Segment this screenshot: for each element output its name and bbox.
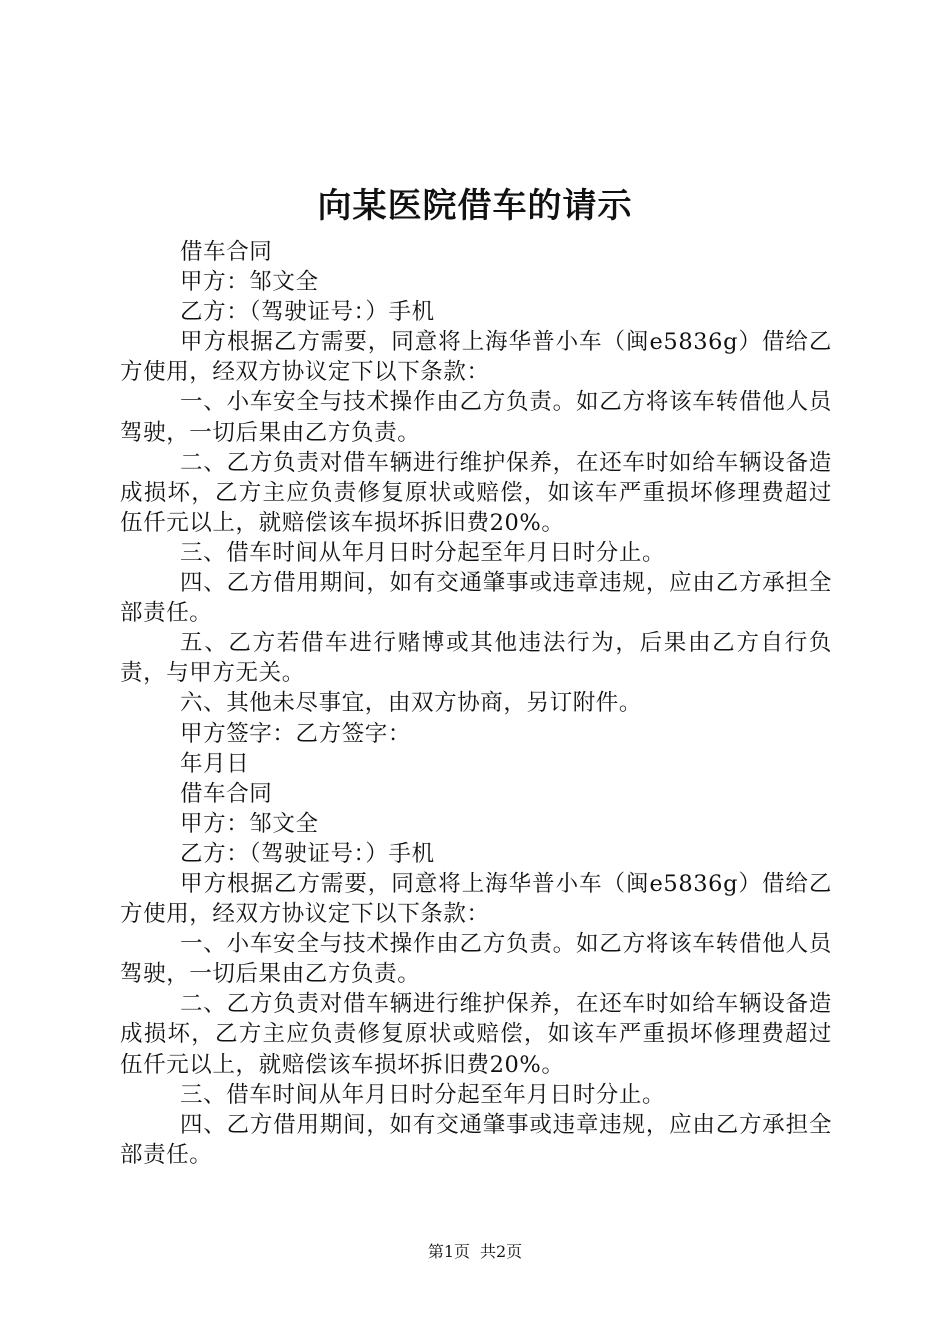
date-line: 年月日 xyxy=(180,750,250,777)
paragraph: 借车合同 xyxy=(180,239,273,265)
paragraph: 三、借车时间从年月日时分起至年月日时分止。 xyxy=(180,539,666,566)
page-total: 共2页 xyxy=(480,1242,523,1261)
paragraph: 甲方根据乙方需要，同意将上海华普小车（闽e5836g）借给乙方使用，经双方协议定下以下条款： xyxy=(120,870,832,928)
paragraph: 甲方：邹文全 xyxy=(180,810,319,837)
paragraph: 一、小车安全与技术操作由乙方负责。如乙方将该车转借他人员驾驶，一切后果由乙方负责。 xyxy=(120,931,832,988)
paragraph: 甲方：邹文全 xyxy=(180,269,319,296)
paragraph: 乙方：（驾驶证号：）手机 xyxy=(180,299,435,326)
paragraph: 二、乙方负责对借车辆进行维护保养，在还车时如给车辆设备造成损坏，乙方主应负责修复原状或赔偿，如该车严重损坏修理费超过伍仟元以上，就赔偿该车损坏拆旧费20%。 xyxy=(120,991,832,1078)
paragraph: 四、乙方借用期间，如有交通肇事或违章违规，应由乙方承担全部责任。 xyxy=(120,1111,832,1168)
paragraph: 甲方根据乙方需要，同意将上海华普小车（闽e5836g）借给乙方使用，经双方协议定下以下条款： xyxy=(120,329,832,386)
signature-line: 甲方签字：乙方签字： xyxy=(180,720,412,747)
document-title: 向某医院借车的请示 xyxy=(317,186,633,226)
page-number: 第1页 xyxy=(427,1242,470,1261)
paragraph: 五、乙方若借车进行赌博或其他违法行为，后果由乙方自行负责，与甲方无关。 xyxy=(120,630,832,687)
page-footer xyxy=(0,1242,950,1262)
paragraph: 三、借车时间从年月日时分起至年月日时分止。 xyxy=(180,1081,666,1108)
paragraph: 乙方：（驾驶证号：）手机 xyxy=(180,840,435,867)
paragraph: 二、乙方负责对借车辆进行维护保养，在还车时如给车辆设备造成损坏，乙方主应负责修复原状或赔偿，如该车严重损坏修理费超过伍仟元以上，就赔偿该车损坏拆旧费20%。 xyxy=(120,449,832,536)
paragraph: 借车合同 xyxy=(180,780,273,807)
paragraph: 四、乙方借用期间，如有交通肇事或违章违规，应由乙方承担全部责任。 xyxy=(120,570,832,627)
paragraph: 一、小车安全与技术操作由乙方负责。如乙方将该车转借他人员驾驶，一切后果由乙方负责。 xyxy=(120,389,832,446)
paragraph: 六、其他未尽事宜，由双方协商，另订附件。 xyxy=(180,690,643,717)
document-body xyxy=(120,237,832,1170)
